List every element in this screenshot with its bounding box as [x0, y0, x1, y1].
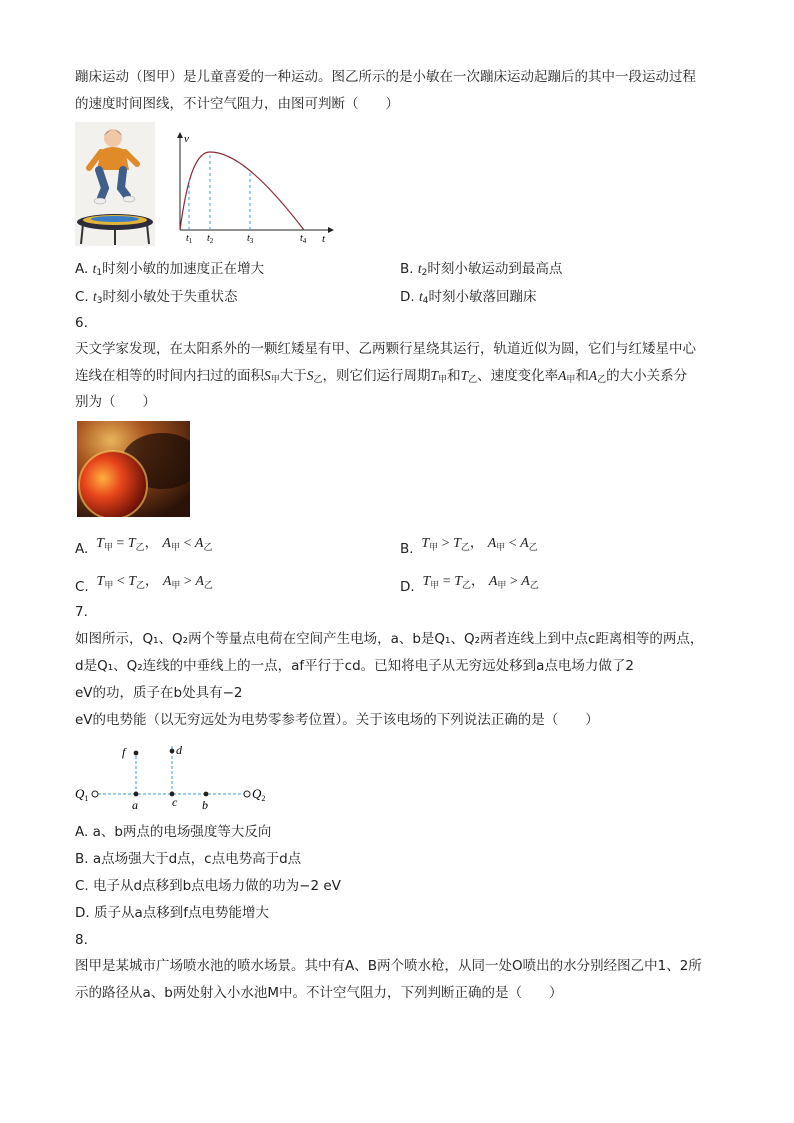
q6-stem-line2: 连线在相等的时间内扫过的面积$S_甲$大于$S_乙$，则它们运行周期$T_甲$和$T_乙$、速度变化率$A_甲$和$A_乙$的大小关系分 — [75, 368, 688, 385]
q8-number: 8. — [75, 932, 88, 948]
label-f: f — [122, 745, 126, 759]
q5-option-d[interactable]: D. $t_4$时刻小敏落回蹦床 — [400, 289, 537, 306]
label-a: a — [132, 798, 138, 812]
q5-option-b[interactable]: B. $t_2$时刻小敏运动到最高点 — [400, 261, 563, 278]
q7-option-a[interactable]: A. a、b两点的电场强度等大反向 — [75, 824, 272, 840]
q6-stem-line3: 别为（ ） — [75, 394, 156, 410]
q7-stem-line2: d是Q₁、Q₂连线的中垂线上的一点，af平行于cd。已知将电子从无穷远处移到a点电场力做了2 — [75, 658, 635, 674]
label-q1: $Q_1$ — [75, 786, 89, 803]
point-charge-diagram — [72, 738, 282, 814]
q7-option-c[interactable]: C. 电子从d点移到b点电场力做的功为−2 eV — [75, 878, 341, 894]
tick-t1: $t_1$ — [186, 233, 193, 245]
q6-stem-line1: 天文学家发现，在太阳系外的一颗红矮星有甲、乙两颗行星绕其运行，轨道近似为圆，它们与红矮星中心 — [75, 341, 696, 357]
velocity-curve — [180, 152, 304, 230]
label-d: d — [176, 743, 182, 757]
q7-option-b[interactable]: B. a点场强大于d点，c点电势高于d点 — [75, 851, 302, 867]
q5-stem-line2: 的速度时间图线，不计空气阻力，由图可判断（ ） — [75, 96, 399, 112]
q6-number: 6. — [75, 315, 88, 331]
q5-option-c[interactable]: C. $t_3$时刻小敏处于失重状态 — [75, 289, 238, 306]
q8-stem-line1: 图甲是某城市广场喷水池的喷水场景。其中有A、B两个喷水枪，从同一处O喷出的水分别经图乙中1、2所 — [75, 958, 702, 974]
q6-option-c[interactable]: C. $T_甲 < T_乙$， $A_甲 > A_乙$ — [75, 573, 213, 595]
q7-stem-line3: eV的功，质子在b处具有−2 — [75, 685, 243, 701]
v-axis-label: v — [184, 133, 189, 145]
q5-stem-line1: 蹦床运动（图甲）是儿童喜爱的一种运动。图乙所示的是小敏在一次蹦床运动起蹦后的其中一段运动过程 — [75, 69, 696, 85]
q6-option-b[interactable]: B. $T_甲 > T_乙$， $A_甲 < A_乙$ — [400, 535, 538, 557]
tick-t2: $t_2$ — [207, 233, 214, 245]
tick-t3: $t_3$ — [247, 233, 254, 245]
q7-stem-line1: 如图所示，Q₁、Q₂两个等量点电荷在空间产生电场，a、b是Q₁、Q₂两者连线上到中点c距离相等的两点， — [75, 631, 704, 647]
q7-stem-line4: eV的电势能（以无穷远处为电势零参考位置）。关于该电场的下列说法正确的是（ ） — [75, 712, 599, 728]
q6-option-a[interactable]: A. $T_甲 = T_乙$， $A_甲 < A_乙$ — [75, 535, 213, 557]
label-c: c — [172, 795, 178, 809]
label-q2: $Q_2$ — [252, 786, 266, 803]
red-dwarf-image — [77, 421, 190, 517]
tick-t4: $t_4$ — [300, 233, 307, 245]
velocity-time-graph — [168, 130, 338, 248]
t-axis-label: t — [322, 233, 326, 245]
q7-number: 7. — [75, 604, 88, 620]
label-b: b — [202, 798, 208, 812]
q7-option-d[interactable]: D. 质子从a点移到f点电势能增大 — [75, 905, 270, 921]
q6-option-d[interactable]: D. $T_甲 = T_乙$， $A_甲 > A_乙$ — [400, 573, 539, 595]
trampoline-photo — [75, 122, 155, 246]
q5-option-a[interactable]: A. $t_1$时刻小敏的加速度正在增大 — [75, 261, 265, 278]
q8-stem-line2: 示的路径从a、b两处射入小水池M中。不计空气阻力，下列判断正确的是（ ） — [75, 985, 563, 1001]
